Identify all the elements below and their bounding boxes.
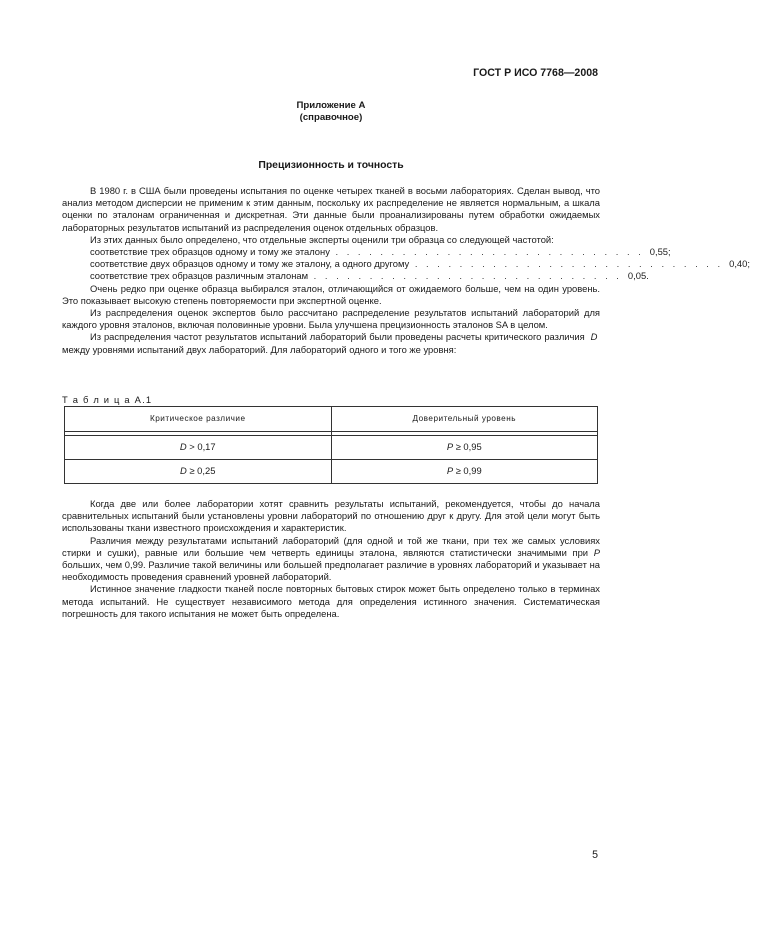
document-header-id: ГОСТ Р ИСО 7768—2008 <box>473 67 598 79</box>
paragraph: Очень редко при оценке образца выбирался эталон, отличающийся от ожидаемого больше, чем на один уровень. Это показывает высокую степень повторяемости при экспертной оценке. <box>62 282 600 306</box>
critical-difference-table <box>64 406 598 484</box>
frequency-label: соответствие двух образцов одному и тому же эталону, а одного другому <box>90 258 410 270</box>
frequency-label: соответствие трех образцов различным эталонам <box>90 270 309 282</box>
paragraph: Когда две или более лаборатории хотят сравнить результаты испытаний, рекомендуется, чтобы до начала сравнительных испытаний были установлены уровни лабораторий по отношению друг к другу. Для этой цели могут быть использованы ткани известного происхождения и характеристик. <box>62 498 600 534</box>
table-cell <box>331 436 598 460</box>
leader-dots: . . . . . . . . . . . . . . . . . . . . . . . . . . . . <box>308 270 622 282</box>
table-header-cell: Доверительный уровень <box>331 407 598 432</box>
frequency-item <box>90 270 649 282</box>
frequency-value: 0,40; <box>729 258 750 270</box>
body-bottom <box>62 498 600 620</box>
table-header-cell: Критическое различие <box>65 407 332 432</box>
paragraph: Из этих данных было определено, что отдельные эксперты оценили три образца со следующей частотой: <box>90 233 554 245</box>
paragraph-text: Из распределения частот результатов испытаний лабораторий были проведены расчеты критического различия <box>90 331 585 343</box>
table-header-row <box>65 407 598 432</box>
section-title: Прецизионность и точность <box>258 160 404 171</box>
cell-value: ≥ 0,99 <box>453 465 482 477</box>
annex-title: Приложение А <box>296 100 366 111</box>
frequency-item <box>90 246 671 258</box>
symbol-d: D <box>179 441 187 453</box>
cell-value: > 0,17 <box>186 441 216 453</box>
cell-value: ≥ 0,95 <box>453 441 482 453</box>
paragraph <box>62 331 600 355</box>
annex-type: (справочное) <box>299 112 363 123</box>
frequency-item <box>90 258 750 270</box>
frequency-value: 0,55; <box>649 246 671 258</box>
symbol-p: P <box>446 441 454 453</box>
paragraph: В 1980 г. в США были проведены испытания по оценке четырех тканей в восьми лабораториях. Сделан вывод, что анализ методом дисперсии не применим к этим данным, поскольку их распределение не является нормальным, а шкала оценки по эталонам ограниченная и дискретная. Эти данные были проанализированы путем обработки ожидаемых лабораторных результатов испытаний из распределения оценок отдельных образцов. <box>62 185 600 233</box>
table-row <box>65 436 598 460</box>
table-row <box>65 460 598 484</box>
table-caption: Т а б л и ц а А.1 <box>62 394 153 405</box>
paragraph-text: больших, чем 0,99. Различие такой величины или большей предполагает различие в уровнях лабораторий и указывает на необходимость проведения сравнений уровней лабораторий. <box>62 559 600 583</box>
table-cell <box>331 460 598 484</box>
frequency-list <box>90 246 750 283</box>
symbol-d: D <box>590 331 598 343</box>
page-number: 5 <box>592 849 598 861</box>
paragraph-text: между уровнями испытаний двух лабораторий. Для лабораторий одного и того же уровня: <box>62 343 457 355</box>
symbol-p: P <box>593 546 600 558</box>
cell-value: ≥ 0,25 <box>186 465 216 477</box>
leader-dots: . . . . . . . . . . . . . . . . . . . . . . . . . . . . <box>409 258 724 270</box>
annex-heading <box>0 100 662 124</box>
paragraph-text: Различия между результатами испытаний лабораторий (для одной и той же ткани, при тех же самых условиях стирки и сушки), равные или большие чем четверть единицы эталона, являются статистически значимыми при <box>62 534 600 558</box>
leader-dots: . . . . . . . . . . . . . . . . . . . . . . . . . . . . <box>329 246 644 258</box>
table-cell <box>65 460 332 484</box>
symbol-p: P <box>446 465 454 477</box>
paragraph: Истинное значение гладкости тканей после повторных бытовых стирок может быть определено только в терминах метода испытаний. Не существует независимого метода для определения истинного значения. Систематическая погрешность для такого испытания не может быть определена. <box>62 583 600 619</box>
body-top <box>62 185 750 356</box>
frequency-label: соответствие трех образцов одному и тому же эталону <box>90 246 330 258</box>
frequency-value: 0,05. <box>627 270 649 282</box>
paragraph: Из распределения оценок экспертов было рассчитано распределение результатов испытаний лабораторий для каждого уровня эталонов, включая половинные уровни. Была улучшена прецизионность эталонов SA в целом. <box>62 307 600 331</box>
table-cell <box>65 436 332 460</box>
symbol-d: D <box>180 465 187 477</box>
paragraph <box>62 535 600 584</box>
